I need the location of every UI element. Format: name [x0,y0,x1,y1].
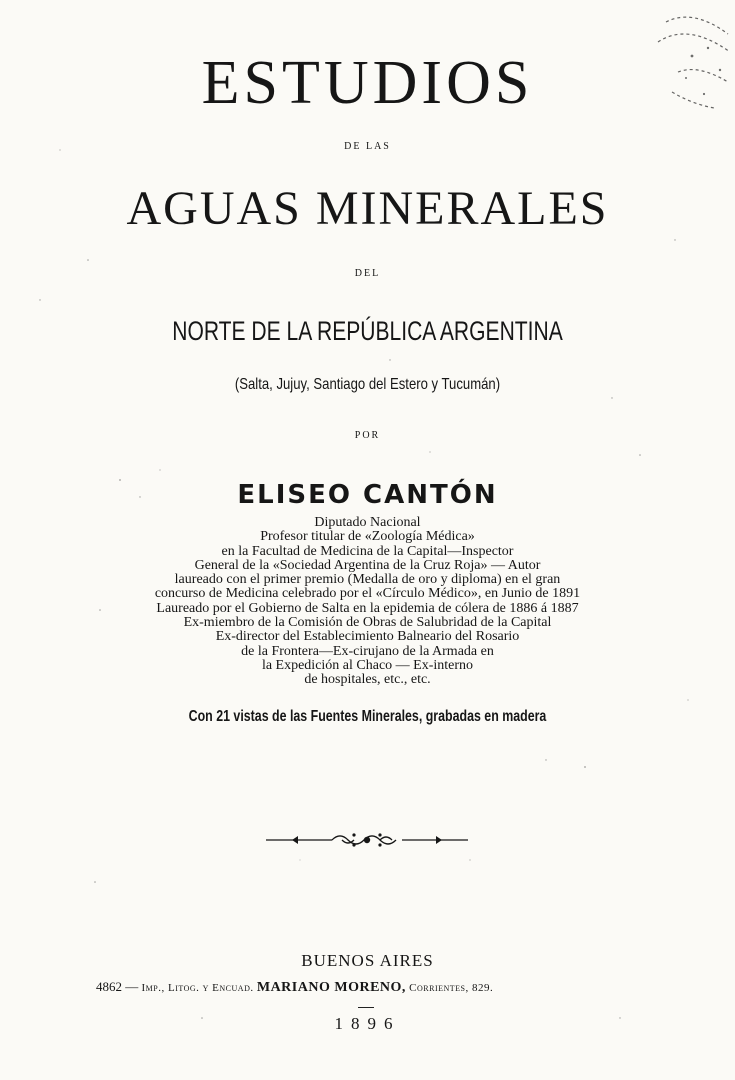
credential-line: Ex-miembro de la Comisión de Obras de Salubridad de la Capital [183,615,552,631]
connector-por: POR [354,430,381,441]
book-title: ESTUDIOS [201,49,534,117]
book-subject: AGUAS MINERALES [126,182,609,235]
credential-line: en la Facultad de Medicina de la Capital—Inspector [221,543,514,559]
fleuron-ornament [262,830,472,850]
credential-line: de la Frontera—Ex-cirujano de la Armada en [241,643,494,659]
credential-line: de hospitales, etc., etc. [304,672,431,688]
credential-line: Ex-director del Establecimiento Balneario del Rosario [215,629,520,645]
year-rule [358,1007,374,1008]
printer-imprint [96,979,636,996]
credential-line: concurso de Medicina celebrado por el «Círculo Médico», en Junio de 1891 [154,586,581,602]
connector-de-las: DE LAS [344,141,391,152]
credential-line: laureado con el primer premio (Medalla de oro y diploma) en el gran [174,572,561,588]
credential-line: General de la «Sociedad Argentina de la Cruz Roja» — Autor [194,557,541,573]
credential-line: la Expedición al Chaco — Ex-interno [261,657,474,673]
credential-line: Profesor titular de «Zoología Médica» [260,529,475,545]
imprint-street: Corrientes, 829. [409,982,494,994]
illustrations-note: Con 21 vistas de las Fuentes Minerales, grabadas en madera [188,708,547,725]
publication-city: BUENOS AIRES [301,951,434,970]
credential-line: Laureado por el Gobierno de Salta en la epidemia de cólera de 1886 á 1887 [156,600,579,616]
imprint-number: 4862 — [96,979,139,994]
author-credentials [0,516,735,688]
publication-year: 1896 [334,1014,401,1033]
book-region: NORTE DE LA REPÚBLICA ARGENTINA [172,316,563,346]
author-name: ELISEO CANTÓN [237,480,498,510]
connector-del: DEL [354,268,381,279]
imprint-press: Imp., Litog. y Encuad. [141,982,254,994]
credential-line: Diputado Nacional [314,515,421,530]
book-subtitle: (Salta, Jujuy, Santiago del Estero y Tucumán) [234,376,501,393]
imprint-printer: MARIANO MORENO, [256,980,406,995]
